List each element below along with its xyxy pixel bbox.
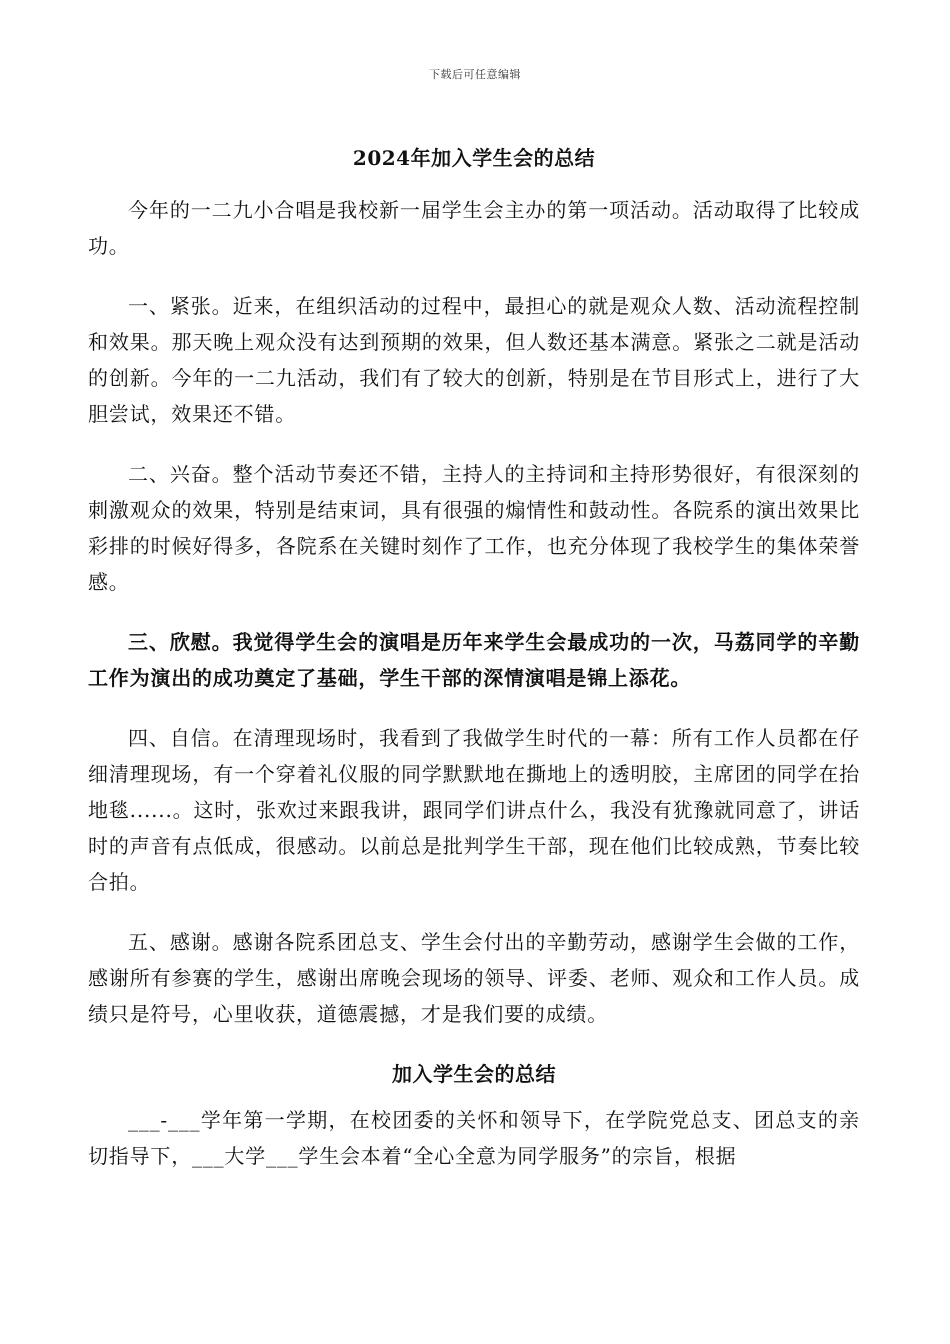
document-title: 2024年加入学生会的总结 (352, 146, 596, 170)
paragraph-thanks: 五、感谢。感谢各院系团总支、学生会付出的辛勤劳动，感谢学生会做的工作，感谢所有参赛的学生，感谢出席晚会现场的领导、评委、老师、观众和工作人员。成绩只是符号，心里收获，道德震撼，才是我们要的成绩。 (88, 930, 860, 1026)
paragraph-semester: ___-___学年第一学期，在校团委的关怀和领导下，在学院党总支、团总支的亲切指导下，___大学___学生会本着“全心全意为同学服务”的宗旨，根据 (88, 1108, 860, 1168)
paragraph-intro: 今年的一二九小合唱是我校新一届学生会主办的第一项活动。活动取得了比较成功。 (88, 198, 860, 258)
paragraph-confident: 四、自信。在清理现场时，我看到了我做学生时代的一幕：所有工作人员都在仔细清理现场，有一个穿着礼仪服的同学默默地在撕地上的透明胶，主席团的同学在抬地毯......。这时，张欢过来跟我讲，跟同学们讲点什么，我没有犹豫就同意了，讲话时的声音有点低成，很感动。以前总是批判学生干部，现在他们比较成熟，节奏比较合拍。 (88, 726, 860, 894)
section-title: 加入学生会的总结 (392, 1062, 556, 1086)
paragraph-nervous: 一、紧张。近来，在组织活动的过程中，最担心的就是观众人数、活动流程控制和效果。那天晚上观众没有达到预期的效果，但人数还基本满意。紧张之二就是活动的创新。今年的一二九活动，我们有了较大的创新，特别是在节目形式上，进行了大胆尝试，效果还不错。 (88, 294, 860, 426)
document-body (88, 140, 860, 1174)
header-note: 下载后可任意编辑 (429, 68, 521, 81)
paragraph-gratified: 三、欣慰。我觉得学生会的演唱是历年来学生会最成功的一次，马荔同学的辛勤工作为演出的成功奠定了基础，学生干部的深情演唱是锦上添花。 (88, 630, 860, 690)
paragraph-excited: 二、兴奋。整个活动节奏还不错，主持人的主持词和主持形势很好，有很深刻的刺激观众的效果，特别是结束词，具有很强的煽情性和鼓动性。各院系的演出效果比彩排的时候好得多，各院系在关键时刻作了工作，也充分体现了我校学生的集体荣誉感。 (88, 462, 860, 594)
